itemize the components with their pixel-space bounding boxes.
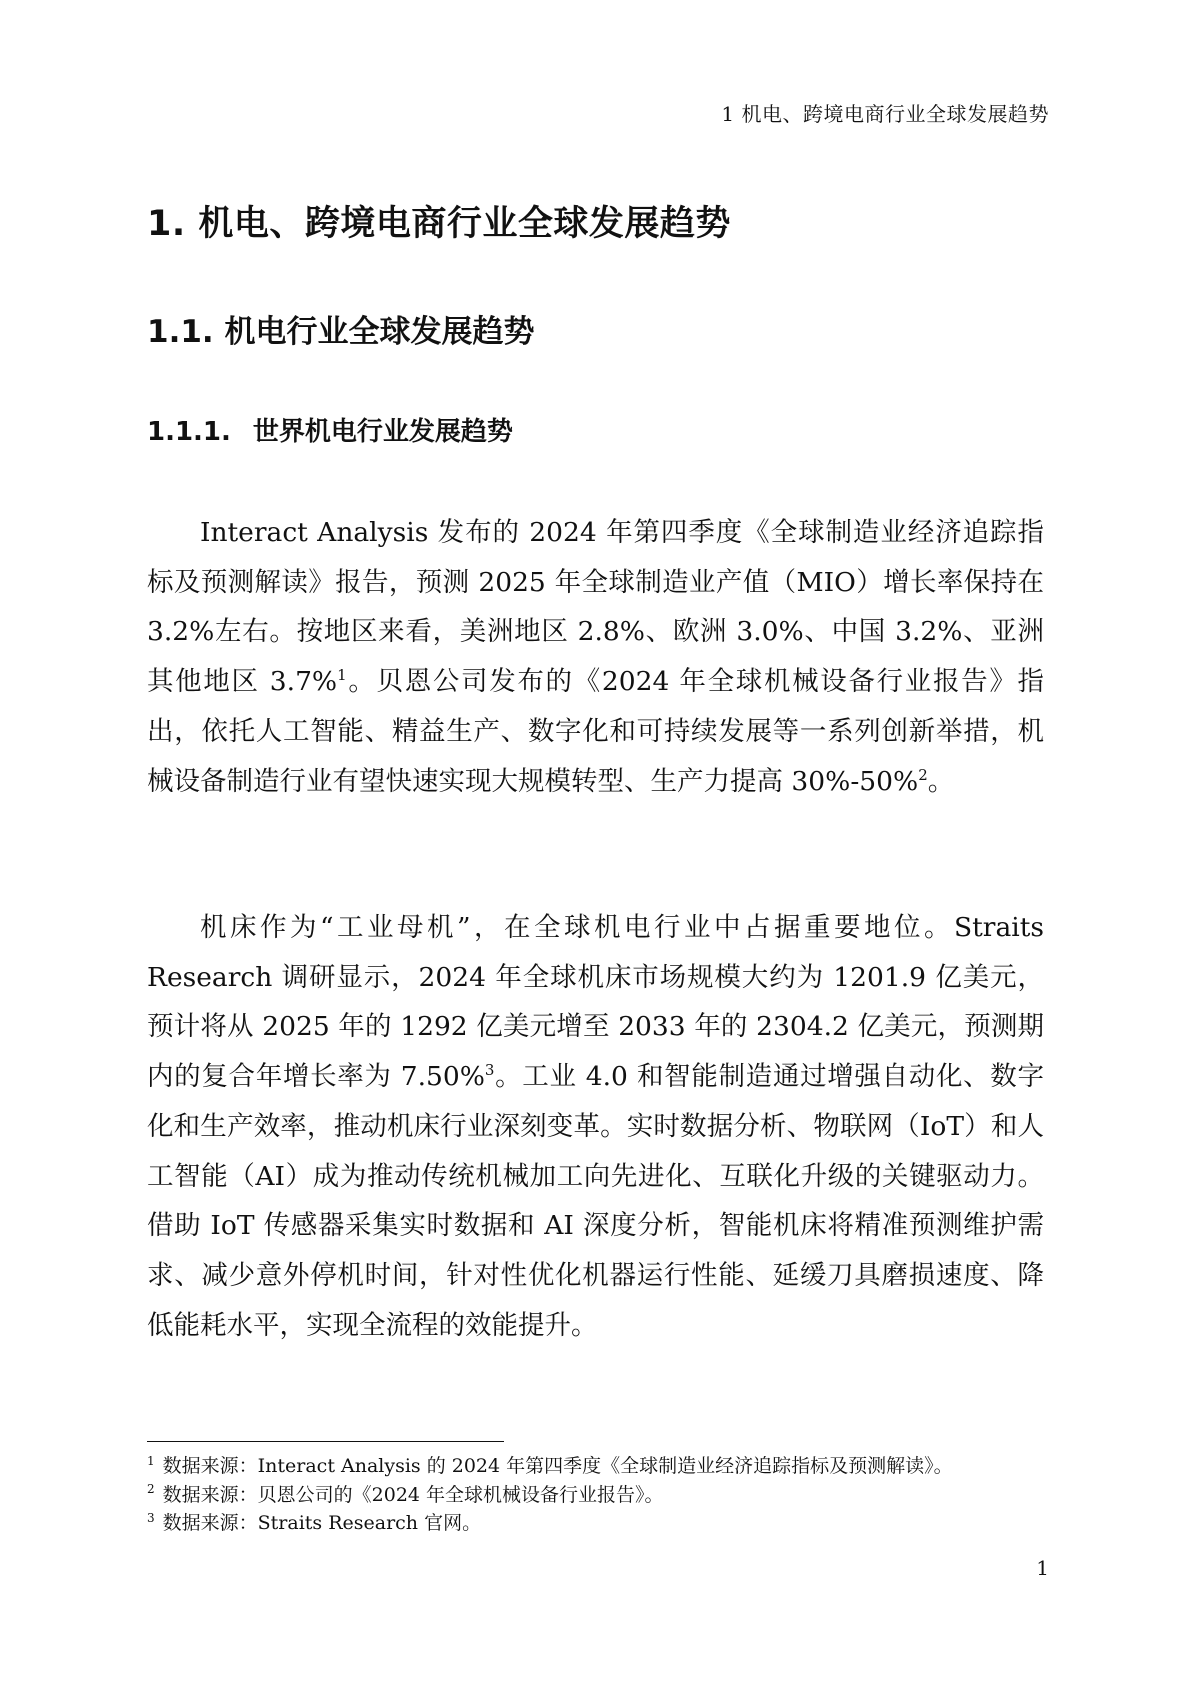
footnote-divider: [147, 1441, 504, 1442]
subsection-heading: [147, 411, 513, 448]
footnote-mark: 3: [147, 1510, 155, 1525]
body-paragraph: [147, 903, 1044, 1350]
footnote-mark: 2: [147, 1482, 155, 1497]
footnote-reference[interactable]: 2: [918, 765, 928, 784]
section-heading: 1.1. 机电行业全球发展趋势: [147, 314, 535, 350]
chapter-heading: 1. 机电、跨境电商行业全球发展趋势: [147, 204, 731, 244]
running-header: 1 机电、跨境电商行业全球发展趋势: [721, 102, 1049, 126]
page-number: 1: [1036, 1556, 1049, 1580]
footnote-mark: 1: [147, 1453, 155, 1468]
footnote-list: [147, 1452, 1047, 1538]
footnote-item: [147, 1481, 1047, 1510]
footnote-text: 数据来源：Interact Analysis 的 2024 年第四季度《全球制造业经济追踪指标及预测解读》。: [162, 1455, 953, 1477]
footnote-item: [147, 1452, 1047, 1481]
footnote-item: [147, 1509, 1047, 1538]
paragraph-text: 机床作为“工业母机”，在全球机电行业中占据重要地位。Straits Research 调研显示，2024 年全球机床市场规模大约为 1201.9 亿美元，预计将从 2025 年的 1292 亿美元增至 2033 年的 2304.2 亿美元，预测期内的复合年增长率为 7.50%: [147, 912, 1044, 1093]
subsection-number: 1.1.1.: [147, 417, 231, 447]
paragraph-text: 。: [927, 765, 955, 797]
subsection-title: 世界机电行业发展趋势: [252, 417, 513, 447]
footnote-text: 数据来源：Straits Research 官网。: [162, 1512, 482, 1534]
footnote-text: 数据来源：贝恩公司的《2024 年全球机械设备行业报告》。: [162, 1483, 664, 1506]
body-paragraph: [147, 508, 1044, 806]
paragraph-text: Interact Analysis 发布的 2024 年第四季度《全球制造业经济追踪指标及预测解读》报告，预测 2025 年全球制造业产值（MIO）增长率保持在 3.2%左右。按地区来看，美洲地区 2.8%、欧洲 3.0%、中国 3.2%、亚洲其他地区 3.7%: [147, 517, 1044, 698]
paragraph-text: 。贝恩公司发布的《2024 年全球机械设备行业报告》指出，依托人工智能、精益生产、数字化和可持续发展等一系列创新举措，机械设备制造行业有望快速实现大规模转型、生产力提高 30%-50%: [147, 666, 1045, 797]
paragraph-text: 。工业 4.0 和智能制造通过增强自动化、数字化和生产效率，推动机床行业深刻变革。实时数据分析、物联网（IoT）和人工智能（AI）成为推动传统机械加工向先进化、互联化升级的关键驱动力。借助 IoT 传感器采集实时数据和 AI 深度分析，智能机床将精准预测维护需求、减少意外停机时间，针对性优化机器运行性能、延缓刀具磨损速度、降低能耗水平，实现全流程的效能提升。: [147, 1061, 1044, 1341]
footnote-reference[interactable]: 3: [484, 1061, 495, 1080]
footnote-reference[interactable]: 1: [337, 666, 347, 685]
